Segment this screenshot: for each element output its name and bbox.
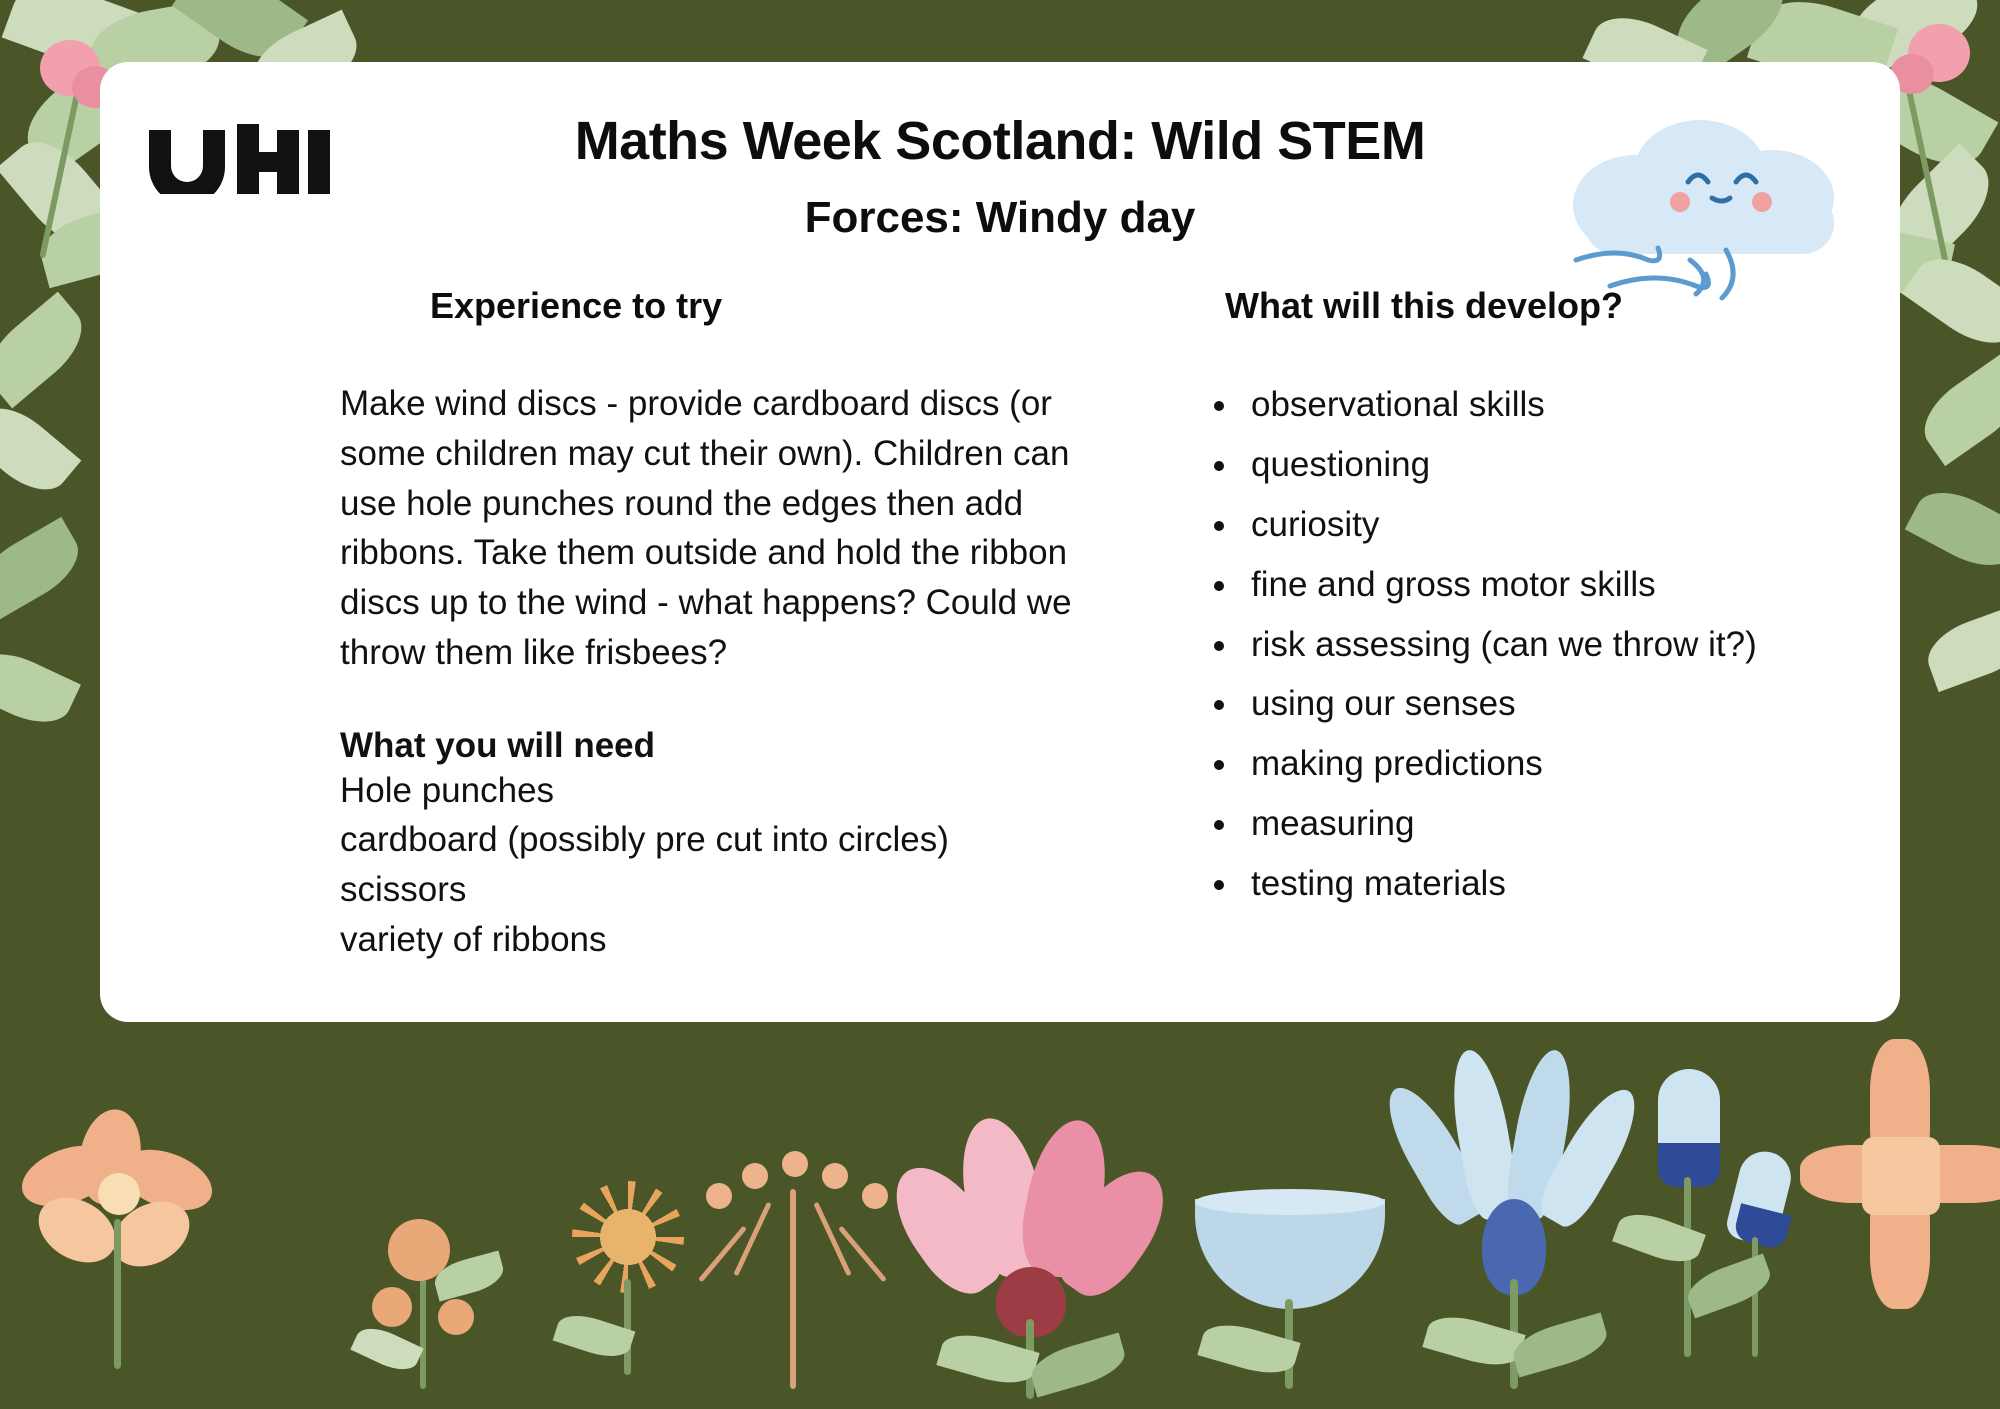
uhi-logo-icon [145,124,335,194]
peach-flower-left [10,1109,230,1329]
berry-plant [360,1209,530,1389]
list-item: • using our senses [1241,678,1860,730]
develop-column [1095,285,1860,964]
materials-item: cardboard (possibly pre cut into circles) [340,820,949,860]
page-title: Maths Week Scotland: Wild STEM [574,111,1426,171]
pink-flower-top-left [40,40,100,96]
list-item: • questioning [1241,439,1860,491]
experience-column [160,285,1095,964]
experience-paragraph: Make wind discs - provide cardboard discs (or some children may cut their own). Children can use hole punches round the edges then add ribbons. Take them outside and hold the ribbon discs up to the wind - what happens? Could we throw them like frisbees? [340,384,1072,672]
experience-heading: Experience to try [430,285,723,327]
materials-item: scissors [340,869,467,909]
blue-spike-flower [1400,1059,1640,1389]
blue-bowl-flower [1185,1129,1405,1379]
list-item: • observational skills [1241,379,1860,431]
orange-cross-flower [1800,1049,2000,1349]
content-columns [100,285,1900,964]
content-card [100,62,1900,1022]
develop-heading: What will this develop? [1225,285,1624,327]
orange-daisy [550,1169,710,1369]
umbel-plant [690,1129,920,1389]
materials-item: variety of ribbons [340,919,607,959]
garden-bottom [0,989,2000,1409]
materials-item: Hole punches [340,770,555,810]
list-item: • risk assessing (can we throw it?) [1241,619,1860,671]
navy-bud-flowers [1630,1069,1830,1369]
develop-list [1195,379,1860,909]
materials-heading: What you will need [340,725,656,765]
wind-cloud-icon [1540,110,1870,320]
list-item: • measuring [1241,798,1860,850]
pink-flower-top-right [1908,24,1970,82]
pink-flower-bottom [900,1089,1170,1389]
list-item: • making predictions [1241,738,1860,790]
page-subtitle: Forces: Windy day [804,193,1196,243]
list-item: • fine and gross motor skills [1241,559,1860,611]
list-item: • testing materials [1241,858,1860,910]
list-item: • curiosity [1241,499,1860,551]
